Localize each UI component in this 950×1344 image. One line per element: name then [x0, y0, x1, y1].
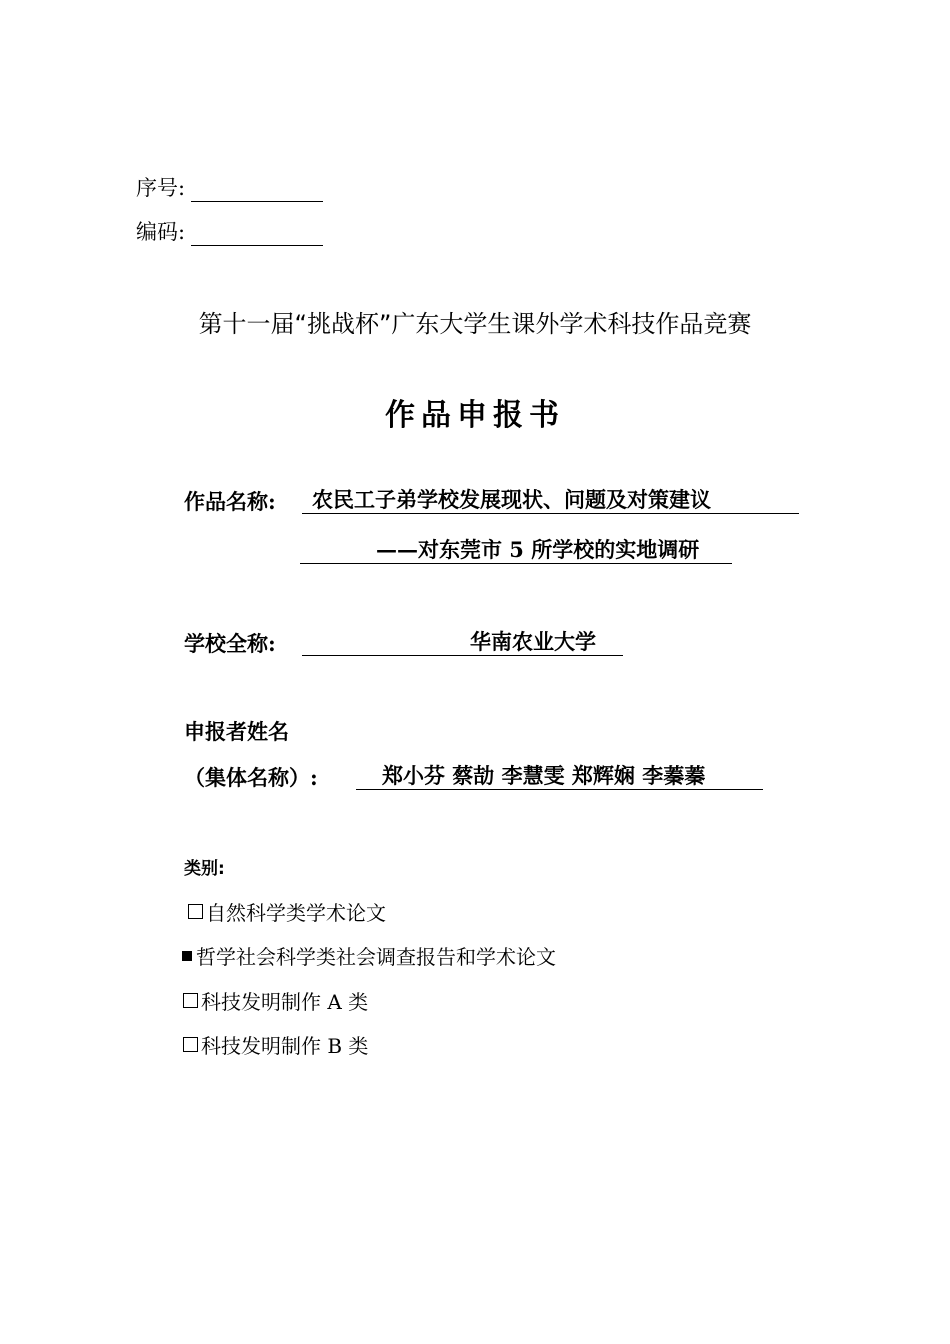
unchecked-box-icon	[183, 993, 198, 1008]
serial-number-blank	[191, 181, 323, 202]
code-label: 编码:	[136, 220, 186, 244]
serial-number-label: 序号:	[136, 176, 186, 200]
category-item-invention-a	[183, 986, 368, 1015]
competition-title: 第十一届“挑战杯”广东大学生课外学术科技作品竞赛	[198, 310, 752, 338]
document-title: 作品申报书	[385, 398, 565, 433]
applicant-label-line2: （集体名称）:	[184, 765, 318, 790]
work-name-label: 作品名称:	[184, 489, 276, 514]
school-value: 华南农业大学	[302, 628, 623, 656]
code-row	[136, 216, 323, 246]
code-blank	[191, 225, 323, 246]
category-item-label: 科技发明制作 B 类	[201, 1034, 369, 1058]
category-item-invention-b	[183, 1030, 368, 1059]
unchecked-box-icon	[188, 904, 203, 919]
applicant-label-line1: 申报者姓名	[184, 719, 289, 744]
category-item-natural-science	[188, 897, 386, 926]
category-item-social-science	[182, 941, 556, 970]
work-name-line1: 农民工子弟学校发展现状、问题及对策建议	[302, 486, 799, 514]
applicant-value: 郑小芬 蔡劼 李慧雯 郑辉娴 李蓁蓁	[356, 762, 763, 790]
unchecked-box-icon	[183, 1037, 198, 1052]
category-item-label: 哲学社会科学类社会调查报告和学术论文	[196, 945, 556, 969]
school-label: 学校全称:	[184, 631, 276, 656]
checked-box-icon	[182, 951, 192, 961]
work-name-line2: ——对东莞市 5 所学校的实地调研	[300, 536, 732, 564]
category-item-label: 科技发明制作 A 类	[201, 990, 369, 1014]
category-label: 类别:	[184, 859, 225, 879]
serial-number-row	[136, 172, 323, 202]
category-item-label: 自然科学类学术论文	[206, 901, 386, 925]
